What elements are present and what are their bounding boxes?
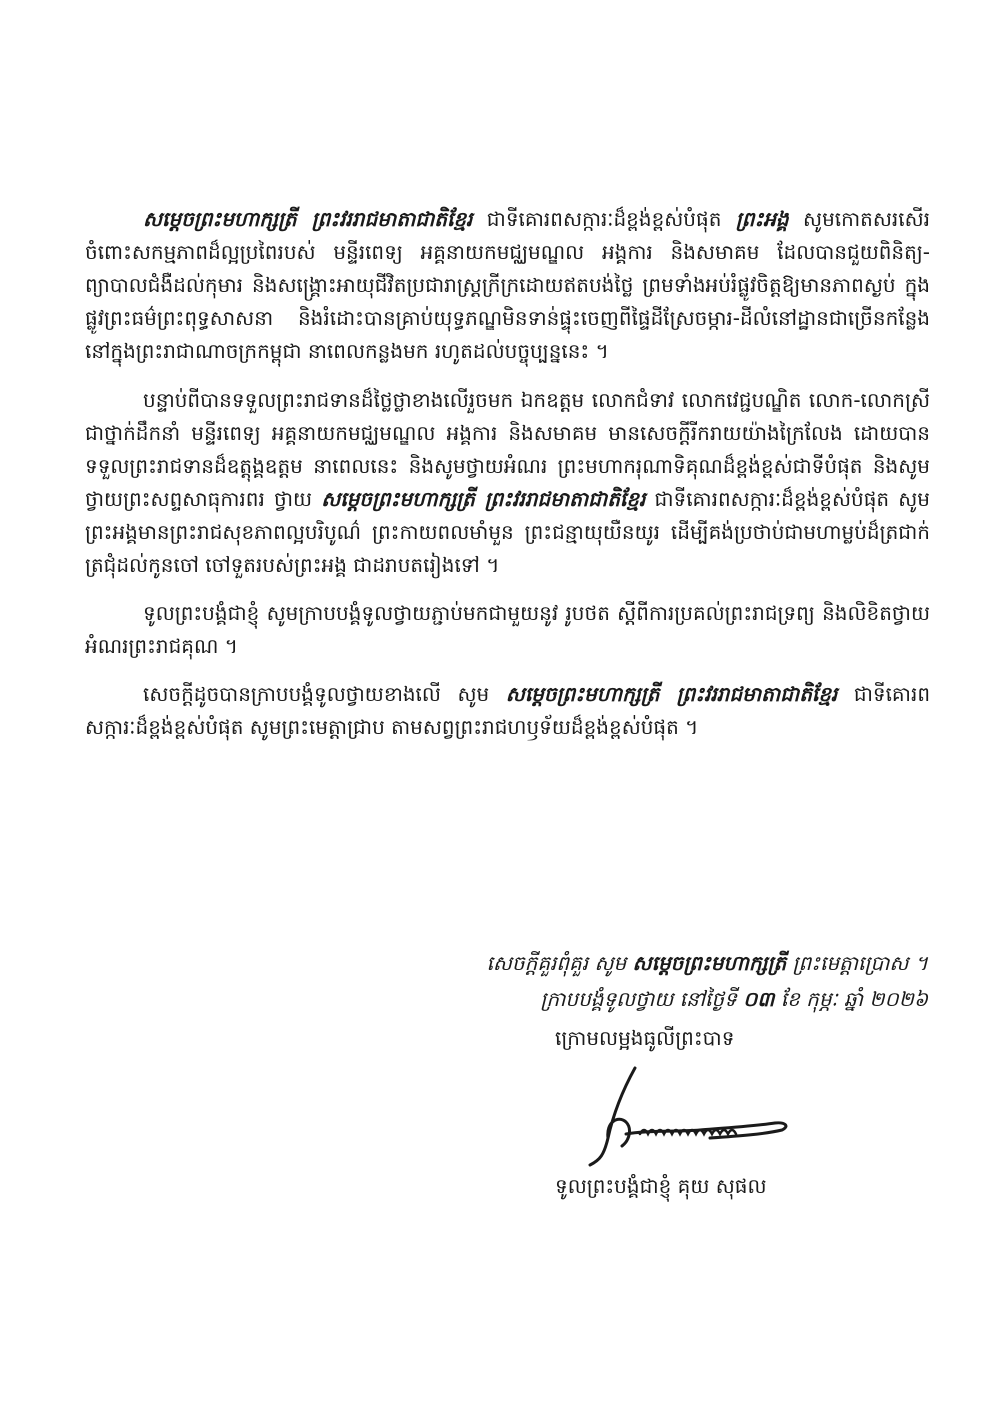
date-month-year: ខែ កុម្ភៈ ឆ្នាំ ២០២៦ [774, 987, 928, 1011]
paragraph-3 [85, 597, 930, 663]
paragraph-text: សេចក្ដីដូចបានក្រាបបង្គំទូលថ្វាយខាងលើ សូម [143, 682, 506, 706]
royal-pronoun: ព្រះអង្គ [735, 207, 789, 231]
queen-title: សម្ដេចព្រះមហាក្សត្រី ព្រះវររាជមាតាជាតិខ្មែរ [505, 682, 838, 706]
paragraph-text: ជាទីគោរពសក្ការៈដ៏ខ្ពង់ខ្ពស់បំផុត [472, 207, 736, 231]
queen-title: សម្ដេចព្រះមហាក្សត្រី ព្រះវររាជមាតាជាតិខ្មែរ [143, 207, 473, 231]
closing-date-line: ក្រាបបង្គំទូលថ្វាយ នៅថ្ងៃទី ០៣ ខែ កុម្ភៈ ឆ្នាំ ២០២៦ [540, 987, 928, 1011]
paragraph-text: ជាទីគោរពសក្ការៈដ៏ខ្ពង់ខ្ពស់បំផុត សូមព្រះមេត្តាជ្រាប តាមសព្វព្រះរាជហឫទ័យដ៏ខ្ពង់ខ្ពស់បំផុត ។ [85, 682, 931, 739]
letter-body [85, 203, 930, 759]
handwritten-signature [560, 1060, 820, 1170]
closing-block [288, 945, 928, 1017]
queen-title: សម្ដេចព្រះមហាក្សត្រី ព្រះវររាជមាតាជាតិខ្មែរ [321, 487, 646, 511]
paragraph-text: ទូលព្រះបង្គំជាខ្ញុំ សូមក្រាបបង្គំទូលថ្វាយភ្ជាប់មកជាមួយនូវ រូបថត ស្តីពីការប្រគល់ព្រះរាជទ្រព្យ និងលិខិតថ្វាយអំណរព្រះរាជគុណ ។ [85, 601, 930, 658]
date-day: ០៣ [743, 987, 775, 1011]
closing-line-1: សេចក្ដីគួរពុំគួរ សូម សម្ដេចព្រះមហាក្សត្រី ព្រះមេត្តាប្រោស ។ [486, 951, 928, 975]
paragraph-text: បន្ទាប់ពីបានទទួលព្រះរាជទានដ៏ថ្លៃថ្លាខាងលើរួចមក ឯកឧត្តម លោកជំទាវ លោកវេជ្ជបណ្ឌិត លោក-លោកស្រី ជាថ្នាក់ដឹកនាំ មន្ទីរពេទ្យ អគ្គនាយកមជ្ឈមណ្ឌល អង្គការ និងសមាគម មានសេចក្ដីរីករាយយ៉ាងក្រៃលែង ដោយបានទទួលព្រះរាជទានដ៏ឧត្ដុង្គឧត្ដម នាពេលនេះ និងសូមថ្វាយអំណរ ព្រះមហាករុណាទិគុណដ៏ខ្ពង់ខ្ពស់ជាទីបំផុត និងសូមថ្វាយព្រះសព្ទសាធុការពរ ថ្វាយ [85, 388, 930, 511]
paragraph-1 [85, 203, 930, 368]
paragraph-text: ជាទីគោរពសក្ការៈដ៏ខ្ពង់ខ្ពស់បំផុត សូមព្រះអង្គមានព្រះរាជសុខភាពល្អបរិបូណ៌ ព្រះកាយពលមាំមួន ព្រះជន្មាយុយឺនយូរ ដើម្បីគង់ប្រថាប់ជាមហាម្លប់ដ៏ត្រជាក់ត្រជុំដល់កូនចៅ ចៅទួតរបស់ព្រះអង្គ ជាដរាបតរៀងទៅ ។ [85, 487, 930, 577]
signer-name: ទូលព្រះបង្គំជាខ្ញុំ គុយ សុផល [555, 1174, 767, 1198]
paragraph-text: សូមកោតសរសើរចំពោះសកម្មភាពដ៏ល្អប្រពៃរបស់ មន្ទីរពេទ្យ អគ្គនាយកមជ្ឈមណ្ឌល អង្គការ និងសមាគម ដែលបានជួយពិនិត្យ-ព្យាបាលជំងឺដល់កុមារ និងសង្គ្រោះអាយុជីវិតប្រជារាស្ត្រក្រីក្រដោយឥតបង់ថ្លៃ ព្រមទាំងអប់រំផ្លូវចិត្តឱ្យមានភាពស្ងប់ ក្នុងផ្លូវព្រះធម៌ព្រះពុទ្ធសាសនា និងរំដោះបានគ្រាប់យុទ្ធភណ្ឌមិនទាន់ផ្ទុះចេញពីផ្ទៃដីស្រែចម្ការ-ដីលំនៅដ្ឋានជាច្រើនកន្លែង នៅក្នុងព្រះរាជាណាចក្រកម្ពុជា នាពេលកន្លងមក រហូតដល់បច្ចុប្បន្ននេះ ។ [85, 207, 930, 363]
below-feet-line: ក្រោមលម្អងធូលីព្រះបាទ [555, 1026, 735, 1050]
paragraph-4 [85, 678, 930, 744]
paragraph-2 [85, 384, 930, 582]
queen-short-title: សម្ដេចព្រះមហាក្សត្រី [632, 951, 787, 975]
